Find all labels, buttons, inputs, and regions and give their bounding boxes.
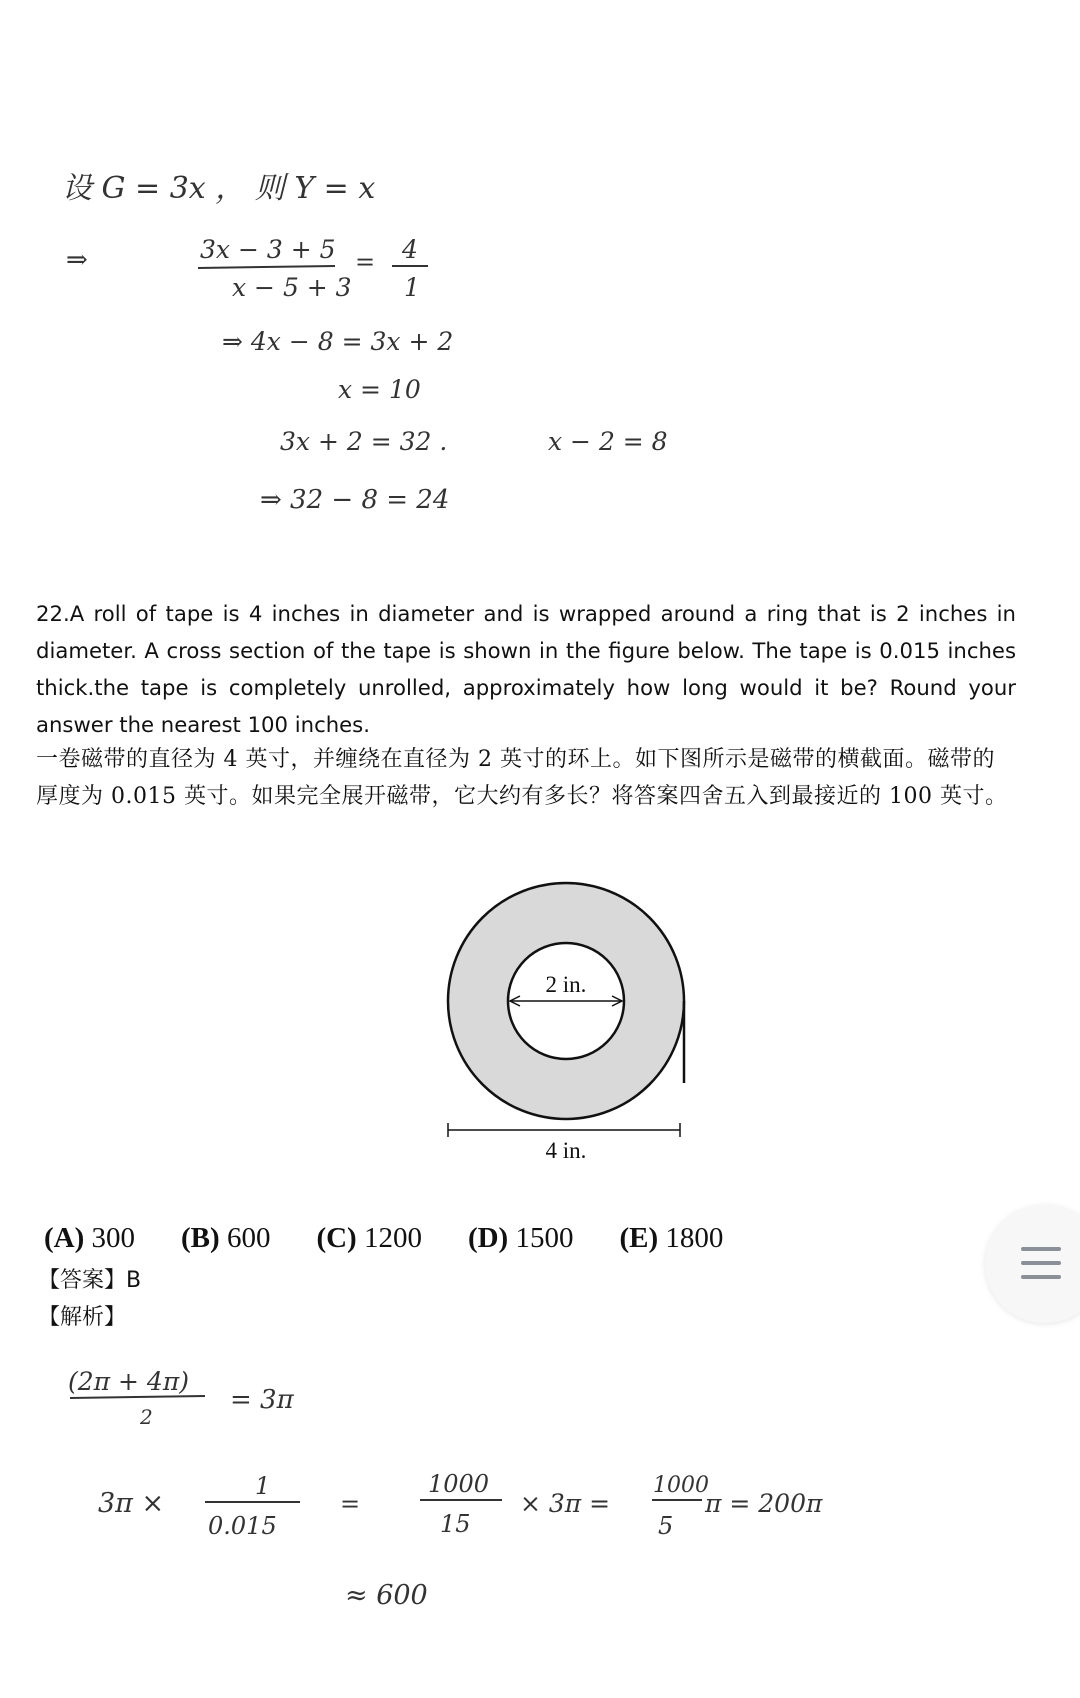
hw-frac3-denominator: 5: [658, 1512, 674, 1540]
hw-fraction-denominator: x − 5 + 3: [232, 273, 352, 302]
analysis-label: 【解析】: [38, 1305, 127, 1330]
hw-line-1: 设 G = 3x ， 则 Y = x: [62, 171, 376, 206]
hw-times: × 3π =: [520, 1489, 611, 1518]
hw-arrow-1: ⇒: [66, 245, 88, 275]
hw-equals: =: [355, 248, 376, 276]
hw-frac2-denominator: 15: [440, 1510, 471, 1538]
hw-line-6: ⇒ 32 − 8 = 24: [260, 485, 450, 515]
hw-rhs-denominator: 1: [404, 273, 420, 302]
answer-label: 【答案】B: [38, 1268, 142, 1293]
hw-lhs: 3π ×: [98, 1488, 165, 1519]
hw-line-4: x = 10: [338, 375, 421, 404]
hw-line-5b: x − 2 = 8: [548, 427, 668, 456]
inner-diameter-label: 2 in.: [545, 972, 587, 997]
hw-line-3: ⇒ 4x − 8 = 3x + 2: [222, 327, 454, 356]
choice-e: (E) 1800: [619, 1222, 724, 1254]
question-chinese: 一卷磁带的直径为 4 英寸，并缠绕在直径为 2 英寸的环上。如下图所示是磁带的横截面。磁带的厚度为 0.015 英寸。如果完全展开磁带，它大约有多长？将答案四舍五入到最接近的 100 英寸。: [36, 747, 1008, 809]
hw-avg-denominator: 2: [140, 1405, 153, 1429]
hw-approx: ≈ 600: [345, 1580, 428, 1611]
hw-frac1-numerator: 1: [255, 1472, 271, 1500]
answer-choices: [44, 1222, 769, 1255]
hw-avg-bar: [70, 1396, 205, 1398]
hw-line-5a: 3x + 2 = 32 .: [280, 427, 448, 456]
question-english: 22.A roll of tape is 4 inches in diameter and is wrapped around a ring that is 2 inches in diameter. A cross section of the tape is shown in the figure below. The tape is 0.015 inches thick.the tape is completely unrolled, approximately how long would it be? Round your answer the nearest 100 inches.: [36, 601, 1016, 737]
hw-frac1-denominator: 0.015: [208, 1512, 277, 1540]
hw-avg-result: = 3π: [230, 1385, 294, 1415]
choice-d: (D) 1500: [467, 1222, 574, 1254]
choice-c: (C) 1200: [316, 1222, 422, 1254]
hw-fraction-numerator: 3x − 3 + 5: [200, 235, 336, 264]
hw-fraction-bar: [198, 266, 335, 268]
hw-avg-numerator: (2π + 4π): [68, 1367, 190, 1396]
hw-result: π = 200π: [705, 1489, 823, 1518]
outer-diameter-label: 4 in.: [545, 1138, 587, 1163]
hw-eq1: =: [340, 1490, 361, 1518]
hw-frac2-numerator: 1000: [428, 1470, 490, 1498]
tape-roll-figure: [430, 875, 700, 1175]
choice-b: (B) 600: [181, 1222, 271, 1254]
choice-a: (A) 300: [44, 1222, 136, 1254]
hw-rhs-numerator: 4: [402, 235, 418, 264]
hw-frac3-numerator: 1000: [653, 1473, 709, 1498]
